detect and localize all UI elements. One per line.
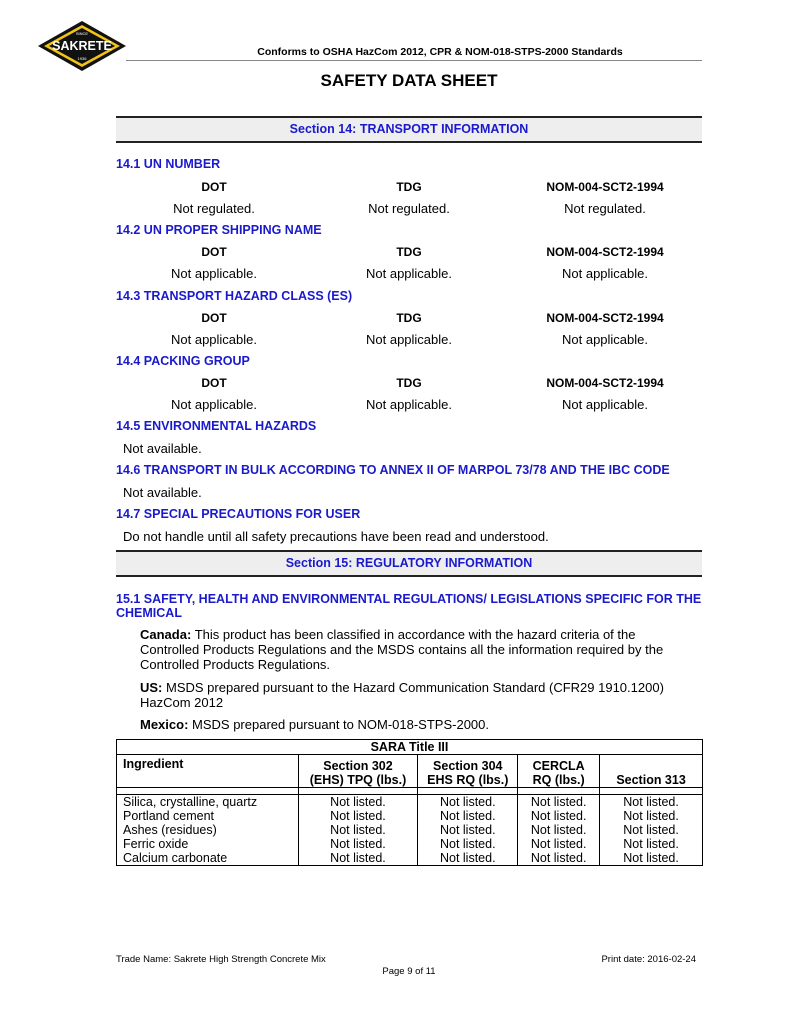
mexico-label: Mexico:: [140, 717, 189, 732]
subsection-14-6-heading: 14.6 TRANSPORT IN BULK ACCORDING TO ANNEX II OF MARPOL 73/78 AND THE IBC CODE: [116, 463, 670, 477]
col-dot: DOT: [201, 311, 227, 325]
sara-table-title: SARA Title III: [117, 740, 703, 755]
sara-header-313: Section 313: [600, 755, 703, 788]
value-cell: Not regulated.: [564, 201, 646, 216]
canada-text: This product has been classified in accordance with the hazard criteria of the Controlled Products Regulations and the MSDS contains all the information required by the Controlled Products Regulations.: [140, 627, 664, 672]
col-nom: NOM-004-SCT2-1994: [546, 180, 664, 194]
us-regulation: [140, 680, 685, 710]
us-text: MSDS prepared pursuant to the Hazard Communication Standard (CFR29 1910.1200) HazCom 2012: [140, 680, 664, 710]
value-cell: Not applicable.: [562, 332, 648, 347]
subsection-15-1-heading: 15.1 SAFETY, HEALTH AND ENVIRONMENTAL REGULATIONS/ LEGISLATIONS SPECIFIC FOR THE CHEMICAL: [116, 592, 702, 620]
mexico-regulation: [140, 717, 685, 732]
value-cell: Not regulated.: [173, 201, 255, 216]
col-dot: DOT: [201, 245, 227, 259]
table-cell: Not listed.: [418, 809, 518, 823]
table-cell: Silica, crystalline, quartz: [117, 795, 299, 810]
value-cell: Not applicable.: [171, 332, 257, 347]
value-cell: Not applicable.: [562, 397, 648, 412]
footer-trade-name: Trade Name: Sakrete High Strength Concrete Mix: [116, 954, 326, 965]
page-title: SAFETY DATA SHEET: [320, 71, 498, 90]
sara-header-304: Section 304 EHS RQ (lbs.): [418, 755, 518, 788]
subsection-14-7-heading: 14.7 SPECIAL PRECAUTIONS FOR USER: [116, 507, 361, 521]
value-cell: Not applicable.: [562, 266, 648, 281]
sara-title-iii-table: [116, 739, 703, 866]
special-precautions-text: Do not handle until all safety precautions have been read and understood.: [123, 529, 549, 544]
value-cell: Not applicable.: [171, 397, 257, 412]
col-nom: NOM-004-SCT2-1994: [546, 376, 664, 390]
table-row: [117, 851, 703, 866]
table-cell: Not listed.: [600, 809, 703, 823]
table-cell: Not listed.: [600, 837, 703, 851]
table-cell: Not listed.: [418, 795, 518, 810]
col-tdg: TDG: [396, 180, 422, 194]
table-cell: Not listed.: [600, 823, 703, 837]
table-cell: Not listed.: [418, 823, 518, 837]
table-cell: Not listed.: [298, 795, 418, 810]
canada-regulation: [140, 627, 685, 672]
table-row: [117, 823, 703, 837]
table-cell: Calcium carbonate: [117, 851, 299, 866]
table-cell: Not listed.: [418, 837, 518, 851]
subsection-14-2-heading: 14.2 UN PROPER SHIPPING NAME: [116, 223, 322, 237]
subsection-14-1-heading: 14.1 UN NUMBER: [116, 157, 221, 171]
col-tdg: TDG: [396, 311, 422, 325]
footer-print-date: Print date: 2016-02-24: [601, 954, 696, 965]
table-cell: Not listed.: [518, 851, 600, 866]
table-cell: Not listed.: [298, 851, 418, 866]
table-row: [117, 809, 703, 823]
subsection-14-3-heading: 14.3 TRANSPORT HAZARD CLASS (ES): [116, 289, 353, 303]
logo-since: SINCE: [75, 31, 89, 36]
table-cell: Portland cement: [117, 809, 299, 823]
table-cell: Ferric oxide: [117, 837, 299, 851]
table-cell: Not listed.: [298, 809, 418, 823]
logo-year: 1936: [77, 56, 87, 61]
bulk-transport-text: Not available.: [123, 485, 202, 500]
conforms-statement: Conforms to OSHA HazCom 2012, CPR & NOM-018-STPS-2000 Standards: [257, 46, 623, 58]
section-15-bar: Section 15: REGULATORY INFORMATION: [116, 550, 702, 577]
value-cell: Not applicable.: [366, 397, 452, 412]
table-cell: Not listed.: [418, 851, 518, 866]
header-rule: [126, 60, 702, 61]
col-nom: NOM-004-SCT2-1994: [546, 311, 664, 325]
table-row: [117, 837, 703, 851]
value-cell: Not applicable.: [171, 266, 257, 281]
table-row: [117, 795, 703, 810]
col-dot: DOT: [201, 180, 227, 194]
table-cell: Not listed.: [298, 823, 418, 837]
section-14-bar: Section 14: TRANSPORT INFORMATION: [116, 116, 702, 143]
table-cell: Not listed.: [600, 795, 703, 810]
table-cell: Not listed.: [518, 837, 600, 851]
value-cell: Not regulated.: [368, 201, 450, 216]
us-label: US:: [140, 680, 163, 695]
subsection-14-4-heading: 14.4 PACKING GROUP: [116, 354, 250, 368]
table-cell: Not listed.: [298, 837, 418, 851]
subsection-14-5-heading: 14.5 ENVIRONMENTAL HAZARDS: [116, 419, 317, 433]
sara-header-302: Section 302 (EHS) TPQ (lbs.): [298, 755, 418, 788]
table-cell: Not listed.: [600, 851, 703, 866]
logo-text: SAKRETE: [52, 39, 112, 53]
col-tdg: TDG: [396, 245, 422, 259]
value-cell: Not applicable.: [366, 332, 452, 347]
col-tdg: TDG: [396, 376, 422, 390]
table-cell: Ashes (residues): [117, 823, 299, 837]
sara-header-ingredient: Ingredient: [117, 755, 299, 788]
footer-page-number: Page 9 of 11: [382, 966, 436, 977]
table-cell: Not listed.: [518, 795, 600, 810]
value-cell: Not applicable.: [366, 266, 452, 281]
sakrete-logo: [36, 20, 128, 72]
canada-label: Canada:: [140, 627, 192, 642]
env-hazards-text: Not available.: [123, 441, 202, 456]
table-cell: Not listed.: [518, 809, 600, 823]
col-dot: DOT: [201, 376, 227, 390]
mexico-text: MSDS prepared pursuant to NOM-018-STPS-2000.: [192, 717, 489, 732]
table-cell: Not listed.: [518, 823, 600, 837]
col-nom: NOM-004-SCT2-1994: [546, 245, 664, 259]
sara-header-cercla: CERCLA RQ (lbs.): [518, 755, 600, 788]
